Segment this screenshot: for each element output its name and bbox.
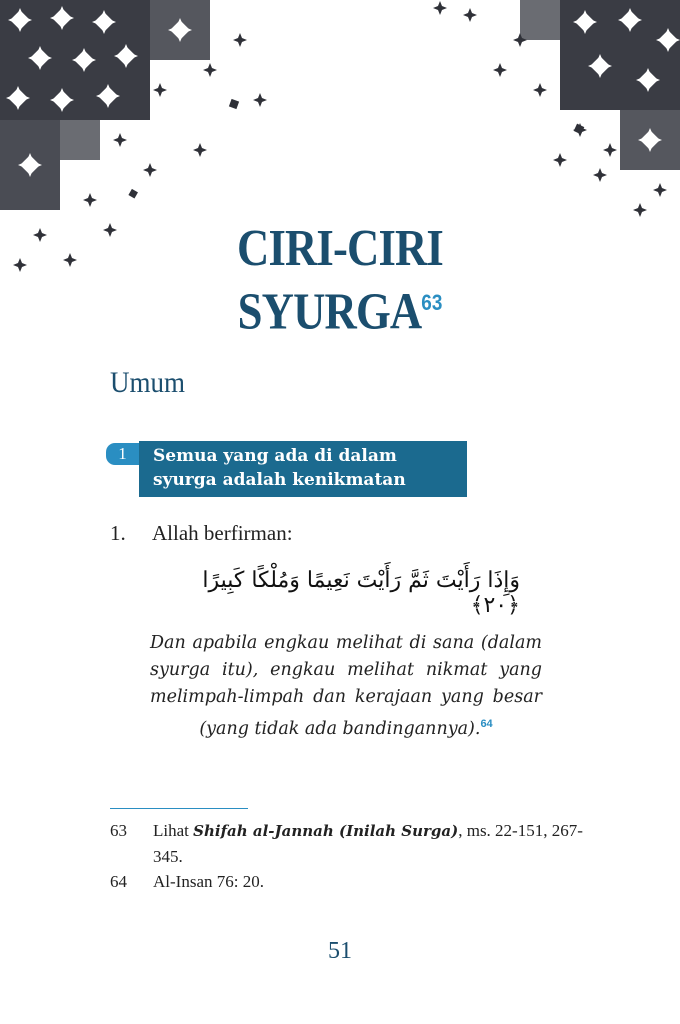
list-item-number: 1. (110, 521, 126, 545)
chapter-title-line2: SYURGA (237, 283, 422, 341)
translation-text: Dan apabila engkau melihat di sana (dalam syurga itu), engkau melihat nikmat yang melimpah-limpah dan kerajaan yang besar (yang tidak ada bandingannya). (150, 633, 542, 739)
point-heading-box (106, 441, 467, 497)
list-item (110, 521, 293, 546)
point-number: 1 (106, 443, 139, 465)
footnote-book-title: Shifah al-Jannah (Inilah Surga) (193, 822, 459, 840)
list-item-text: Allah berfirman: (152, 521, 293, 545)
page-number: 51 (328, 938, 352, 964)
point-title-line1: Semua yang ada di dalam (153, 446, 397, 466)
footnote-ref-64[interactable]: 64 (480, 718, 493, 730)
verse-translation (150, 630, 542, 743)
footnote-number: 64 (110, 872, 127, 891)
section-heading: Umum (110, 366, 186, 399)
footnote-text (153, 818, 590, 869)
footnote-suffix: , ms. 22-151, 267-345. (153, 821, 583, 866)
footnote-64 (110, 869, 590, 894)
point-title (139, 441, 467, 497)
footnote-ref-63[interactable]: 63 (421, 290, 443, 315)
quran-verse: وَإِذَا رَأَيْتَ ثَمَّ رَأَيْتَ نَعِيمًا وَمُلْكًا كَبِيرًا ﴿٢٠﴾ (202, 568, 520, 618)
footnote-number: 63 (110, 821, 127, 840)
chapter-title-line1: CIRI-CIRI (237, 220, 443, 277)
footnote-text: Al-Insan 76: 20. (153, 872, 264, 891)
footnote-divider (110, 808, 248, 809)
chapter-title (48, 222, 633, 339)
footnote-63 (110, 818, 590, 869)
footnote-prefix: Lihat (153, 821, 194, 840)
point-title-line2: syurga adalah kenikmatan (153, 470, 406, 490)
